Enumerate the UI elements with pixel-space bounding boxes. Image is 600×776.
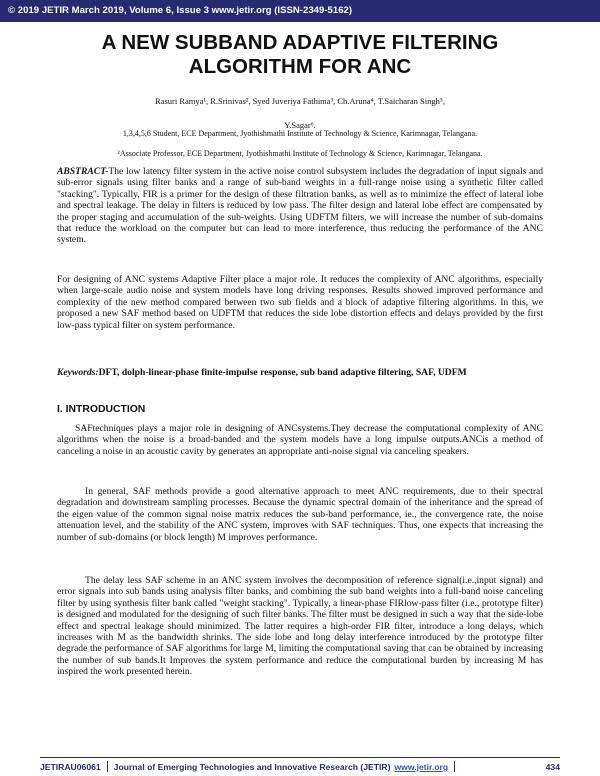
footer-separator: [107, 761, 108, 772]
author-line-1: Rasuri Ramya¹, R.Srinivas², Syed Juveriya Fathima³, Ch.Aruna⁴, T.Saicharan Singh⁵,: [155, 96, 445, 106]
intro-paragraph-2: In general, SAF methods provide a good alternative approach to meet ANC requirements, due to their spectral degradation and downstream sampling processes. Because the dynamic spectral domain of the inheritance and the spread of the eigen value of the common signal noise matrix reduces the sub-band performance, ie., the convergence rate, the noise attenuation level, and the stability of the ANC system, improves with SAF techniques. Thus, one expects that increasing the number of sub-domains (or block length) M improves performance.: [57, 486, 543, 543]
affiliation-professor: ²Associate Professor, ECE Department, Jyothishmathi Institute of Technology & Science, Karimnagar, Telangana.: [117, 149, 483, 158]
footer-journal-name: Journal of Emerging Technologies and Innovative Research (JETIR): [113, 761, 391, 772]
abstract-paragraph-2: For designing of ANC systems Adaptive Filter place a major role. It reduces the complexity of ANC algorithms, especially when large-scale audio noise and system models have long driving responses. Results showed improved performance and complexity of the new method compared between two sub fields and a block of adaptive filtering algorithms. In this, we proposed a new SAF method based on UDFTM that reduces the side lobe distortion effects and delays provided by the first low-pass typical filter on system performance.: [57, 274, 543, 331]
paper-title-line-1: A NEW SUBBAND ADAPTIVE FILTERING: [101, 31, 499, 54]
paper-title: [0, 31, 600, 79]
intro-paragraph-1: SAFtechniques plays a major role in designing of ANCsystems.They decrease the computational complexity of ANC algorithms when the noise is a broad-banded and the system models have a long impulse outputs.ANCis a method of canceling a noise in an acoustic cavity by generates an appropriate anti-noise signal via canceling speakers.: [57, 423, 543, 457]
paper-title-line-2: ALGORITHM FOR ANC: [188, 55, 412, 78]
journal-header-bar: © 2019 JETIR March 2019, Volume 6, Issue 3 www.jetir.org (ISSN-2349-5162): [0, 0, 600, 22]
footer-page-number: 434: [545, 761, 560, 772]
abstract-text-1: The low latency filter system in the active noise control subsystem includes the degradation of input signals and sub-error signals using filter banks and a range of sub-band weights in a full-range noise using a synthetic filter called "stacking". Typically, FIR is a primer for the design of these filtration banks, as well as to minimize the effect of lateral lobe and spectral leakage. The delay in filters is reduced by low pass. The filter design and lateral lobe effect are compensated by the proper staging and accumulation of the sub-weights. Using UDFTM filters, we will increase the number of sub-domains that reduce the workload on the computer but can lead to more interference, thus reducing the performance of the ANC system.: [57, 166, 543, 246]
journal-footer: [40, 757, 560, 773]
abstract-label: ABSTRACT-: [57, 166, 109, 177]
intro-paragraph-3: The delay less SAF scheme in an ANC system involves the decomposition of reference signal(i.e.,input signal) and error signals into sub bands using analysis filter banks, and combining the sub band weights into a full-band noise canceling filter by using synthesis filter bank called "weight stacking". Typically, a linear-phase FIRlow-pass filter (i.e., prototype filter) is designed and modulated for the designing of such filter banks. The filter must be designed in such a way that the side-lobe effect and spectral leakage should minimized. The latter requires a high-order FIR filter, introduce a long delays, which increases with M as the bandwidth shrinks. The side lobe and long delay interference introduced by the prototype filter degrade the performance of SAF algorithms for large M, limiting the computational saving that can be obtained by increasing the number of sub bands.It Improves the system performance and reduce the computational burden by increasing M has inspired the work presented herein.: [57, 575, 543, 678]
abstract-paragraph-1: [57, 166, 543, 246]
keywords-line: [57, 367, 543, 378]
footer-paper-code: JETIRAU06061: [40, 761, 101, 772]
affiliation-students: 1,3,4,5,6 Student, ECE Department, Jyothishmathi Institute of Technology & Science, Karimnagar, Telangana.: [122, 129, 478, 138]
section-heading-introduction: I. INTRODUCTION: [57, 404, 146, 415]
author-line-2: Y.Sagar⁶.: [284, 120, 316, 130]
footer-separator: [454, 761, 455, 772]
footer-website-link[interactable]: www.jetir.org: [394, 761, 449, 772]
keywords-label: Keywords:: [57, 367, 99, 378]
keywords-text: DFT, dolph-linear-phase finite-impulse response, sub band adaptive filtering, SAF, UDFM: [98, 367, 467, 378]
